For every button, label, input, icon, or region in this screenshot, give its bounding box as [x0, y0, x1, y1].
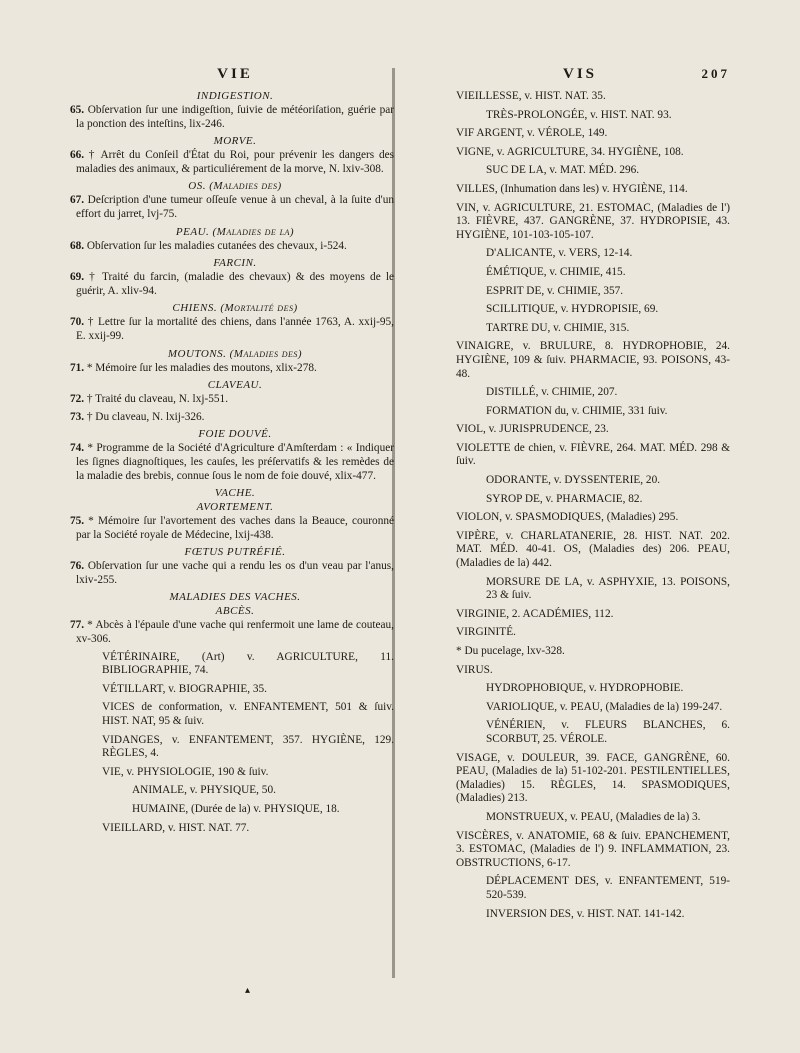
entry-text: † Lettre ſur la mortalité des chiens, dans l'année 1763, A. xxij-95, E. xxij-99. — [76, 316, 394, 342]
running-head-right — [430, 66, 730, 88]
section-heading: ABCÈS. — [215, 605, 255, 618]
index-subentry: DISTILLÉ, v. CHIMIE, 207. — [486, 386, 618, 399]
index-entry: VÉTÉRINAIRE, (Art) v. AGRICULTURE, 11. BIBLIOGRAPHIE, 74. — [102, 650, 394, 677]
index-subentry: DÉPLACEMENT DES, v. ENFANTEMENT, 519-520-539. — [486, 875, 730, 901]
entry-text: † Du claveau, N. lxij-326. — [86, 410, 205, 423]
index-entry: VIRUS. — [456, 663, 493, 676]
index-subentry: ODORANTE, v. DYSSENTERIE, 20. — [486, 474, 661, 487]
index-entry: VIE, v. PHYSIOLOGIE, 190 & ſuiv. — [102, 765, 269, 778]
index-entry: VICES de conformation, v. ENFANTEMENT, 501 & ſuiv. HIST. NAT, 95 & ſuiv. — [102, 701, 394, 728]
section-heading: OS. (Maladies des) — [188, 180, 282, 193]
index-entry: VIOL, v. JURISPRUDENCE, 23. — [456, 423, 609, 436]
index-entry: VIEILLARD, v. HIST. NAT. 77. — [102, 821, 250, 834]
index-subentry: TARTRE DU, v. CHIMIE, 315. — [486, 321, 630, 334]
numbered-entry — [70, 104, 394, 131]
numbered-entry — [70, 361, 394, 376]
section-heading: MORVE. — [213, 135, 257, 148]
index-entry: VIGNE, v. AGRICULTURE, 34. HYGIÈNE, 108. — [456, 145, 684, 158]
section-heading: VACHE. — [214, 487, 256, 500]
entry-text: * Programme de la Société d'Agriculture d'Amſterdam : « Indiquer les ſignes diagnoſtiques, les cauſes, les préſervatifs & les remèdes de la maladie des brebis, connue ſous le nom de foie douvé, xlix-477. — [76, 442, 394, 482]
entry-text: * Mémoire ſur l'avortement des vaches dans la Beauce, couronné par la Société royale de Médecine, lxij-438. — [76, 515, 395, 541]
entry-number: 75. — [70, 515, 85, 528]
section-heading: FARCIN. — [213, 257, 257, 270]
index-entry: VILLES, (Inhumation dans les) v. HYGIÈNE, 114. — [456, 182, 688, 195]
numbered-entry — [70, 271, 394, 298]
index-entry: VÉTILLART, v. BIOGRAPHIE, 35. — [102, 682, 267, 695]
index-subentry: D'ALICANTE, v. VERS, 12-14. — [486, 247, 633, 260]
index-entry: VINAIGRE, v. BRULURE, 8. HYDROPHOBIE, 24. HYGIÈNE, 109 & ſuiv. PHARMACIE, 93. POISONS, 43-48. — [456, 340, 730, 380]
section-heading: INDIGESTION. — [196, 90, 274, 102]
left-column-body — [70, 90, 395, 835]
numbered-entry — [70, 239, 394, 254]
section-heading: MALADIES DES VACHES. — [169, 591, 301, 604]
numbered-entry — [70, 442, 394, 483]
numbered-entry — [70, 149, 395, 176]
index-subentry: HUMAINE, (Durée de la) v. PHYSIQUE, 18. — [132, 803, 340, 815]
index-subentry: HYDROPHOBIQUE, v. HYDROPHOBIE. — [486, 682, 684, 695]
left-column — [70, 66, 395, 840]
entry-number: 72. — [70, 393, 85, 406]
numbered-entry — [70, 393, 394, 407]
entry-text: † Traité du claveau, N. lxj-551. — [86, 393, 229, 406]
entry-text: Obſervation ſur les maladies cutanées des chevaux, i-524. — [86, 239, 347, 252]
numbered-entry — [70, 194, 395, 221]
numbered-entry — [70, 515, 395, 542]
index-entry: VIF ARGENT, v. VÉROLE, 149. — [456, 127, 608, 140]
index-entry: VISCÈRES, v. ANATOMIE, 68 & ſuiv. EPANCHEMENT, 3. ESTOMAC, (Maladies de l') 9. INFLAMMATION, 23. OBSTRUCTIONS, 6-17. — [456, 829, 730, 869]
index-subentry: SCILLITIQUE, v. HYDROPISIE, 69. — [486, 303, 659, 316]
section-heading: MOUTONS. (Maladies des) — [167, 347, 303, 360]
index-entry: VIPÈRE, v. CHARLATANERIE, 28. HIST. NAT. 202. MAT. MÉD. 40-41. OS, (Maladies des) 206. PEAU, (Maladies de la) 442. — [456, 529, 730, 570]
page-number: 207 — [701, 66, 730, 81]
entry-number: 77. — [70, 619, 85, 632]
entry-text: * Abcès à l'épaule d'une vache qui renfermoit une lame de couteau, xv-306. — [76, 619, 395, 646]
entry-text: Deſcription d'une tumeur oſſeuſe venue à un cheval, à la ſuite d'un effort du jarret, lvj-75. — [76, 194, 395, 220]
section-heading: FŒTUS PUTRÉFIÉ. — [184, 546, 286, 559]
entry-number: 73. — [70, 410, 85, 423]
index-entry: VIDANGES, v. ENFANTEMENT, 357. HYGIÈNE, 129. RÈGLES, 4. — [102, 733, 394, 760]
section-heading: AVORTEMENT. — [196, 501, 274, 514]
running-head-left: VIE — [217, 66, 253, 82]
entry-text: † Traité du farcin, (maladie des chevaux) & des moyens de le guérir, A. xliv-94. — [76, 271, 394, 297]
entry-number: 70. — [70, 316, 85, 329]
index-subentry: VARIOLIQUE, v. PEAU, (Maladies de la) 199-247. — [486, 700, 723, 713]
index-entry: VIOLON, v. SPASMODIQUES, (Maladies) 295. — [456, 511, 679, 524]
index-entry: VIEILLESSE, v. HIST. NAT. 35. — [456, 90, 606, 102]
entry-number: 74. — [70, 442, 85, 455]
index-entry: VISAGE, v. DOULEUR, 39. FACE, GANGRÈNE, 60. PEAU, (Maladies de la) 51-102-201. PESTILENTIELLES, (Maladies) 15. RÈGLES, 14. SPASMODIQUES, (Maladies) 213. — [456, 751, 730, 805]
index-entry: * Du pucelage, lxv-328. — [456, 645, 565, 657]
running-head-right-title: VIS — [562, 66, 597, 82]
section-heading: PEAU. (Maladies de la) — [175, 225, 295, 238]
index-subentry: MONSTRUEUX, v. PEAU, (Maladies de la) 3. — [486, 810, 701, 823]
section-heading: FOIE DOUVÉ. — [198, 428, 272, 441]
entry-text: Obſervation ſur une indigeſtion, ſuivie de météoriſation, guérie par la ponction des inteſtins, lix-246. — [76, 104, 394, 130]
entry-number: 76. — [70, 560, 85, 573]
printer-mark: ▴ — [245, 985, 251, 996]
numbered-entry — [70, 560, 395, 587]
index-subentry: SUC DE LA, v. MAT. MÉD. 296. — [486, 164, 640, 177]
right-column — [430, 66, 730, 926]
entry-text: † Arrêt du Conſeil d'État du Roi, pour prévenir les dangers des maladies des animaux, & particuliérement de la morve, N. lxiv-308. — [76, 149, 395, 175]
entry-text: Obſervation ſur une vache qui a rendu les os d'un veau par l'anus, lxiv-255. — [76, 560, 395, 586]
index-subentry: SYROP DE, v. PHARMACIE, 82. — [486, 492, 643, 505]
index-subentry: ÉMÉTIQUE, v. CHIMIE, 415. — [486, 265, 626, 278]
index-entry: VIRGINIE, 2. ACADÉMIES, 112. — [456, 607, 614, 620]
entry-text: * Mémoire ſur les maladies des moutons, xlix-278. — [86, 361, 317, 374]
section-heading: CHIENS. (Mortalité des) — [172, 302, 298, 315]
entry-number: 66. — [70, 149, 85, 162]
right-column-body — [430, 90, 730, 921]
entry-number: 69. — [70, 271, 85, 284]
index-entry: VIN, v. AGRICULTURE, 21. ESTOMAC, (Maladies de l') 13. FIÈVRE, 437. GANGRÈNE, 37. HYDROPISIE, 43. HYGIÈNE, 101-103-105-107. — [456, 201, 730, 241]
index-subentry: MORSURE DE LA, v. ASPHYXIE, 13. POISONS, 23 & ſuiv. — [486, 575, 730, 602]
entry-number: 65. — [70, 104, 85, 116]
index-subentry: FORMATION du, v. CHIMIE, 331 ſuiv. — [486, 404, 668, 417]
index-subentry: ANIMALE, v. PHYSIQUE, 50. — [132, 784, 276, 797]
entry-number: 67. — [70, 194, 85, 207]
numbered-entry — [70, 316, 394, 343]
index-subentry: VÉNÉRIEN, v. FLEURS BLANCHES, 6. SCORBUT, 25. VÉROLE. — [486, 719, 730, 745]
entry-number: 68. — [70, 239, 85, 252]
section-heading: CLAVEAU. — [207, 379, 263, 392]
index-subentry: ESPRIT DE, v. CHIMIE, 357. — [486, 284, 624, 297]
index-subentry: INVERSION DES, v. HIST. NAT. 141-142. — [486, 907, 685, 920]
entry-number: 71. — [70, 361, 85, 374]
numbered-entry — [70, 410, 394, 425]
index-entry: VIRGINITÉ. — [456, 626, 516, 639]
numbered-entry — [70, 619, 395, 646]
index-subentry: TRÈS-PROLONGÉE, v. HIST. NAT. 93. — [486, 108, 672, 121]
index-entry: VIOLETTE de chien, v. FIÈVRE, 264. MAT. MÉD. 298 & ſuiv. — [456, 441, 730, 468]
